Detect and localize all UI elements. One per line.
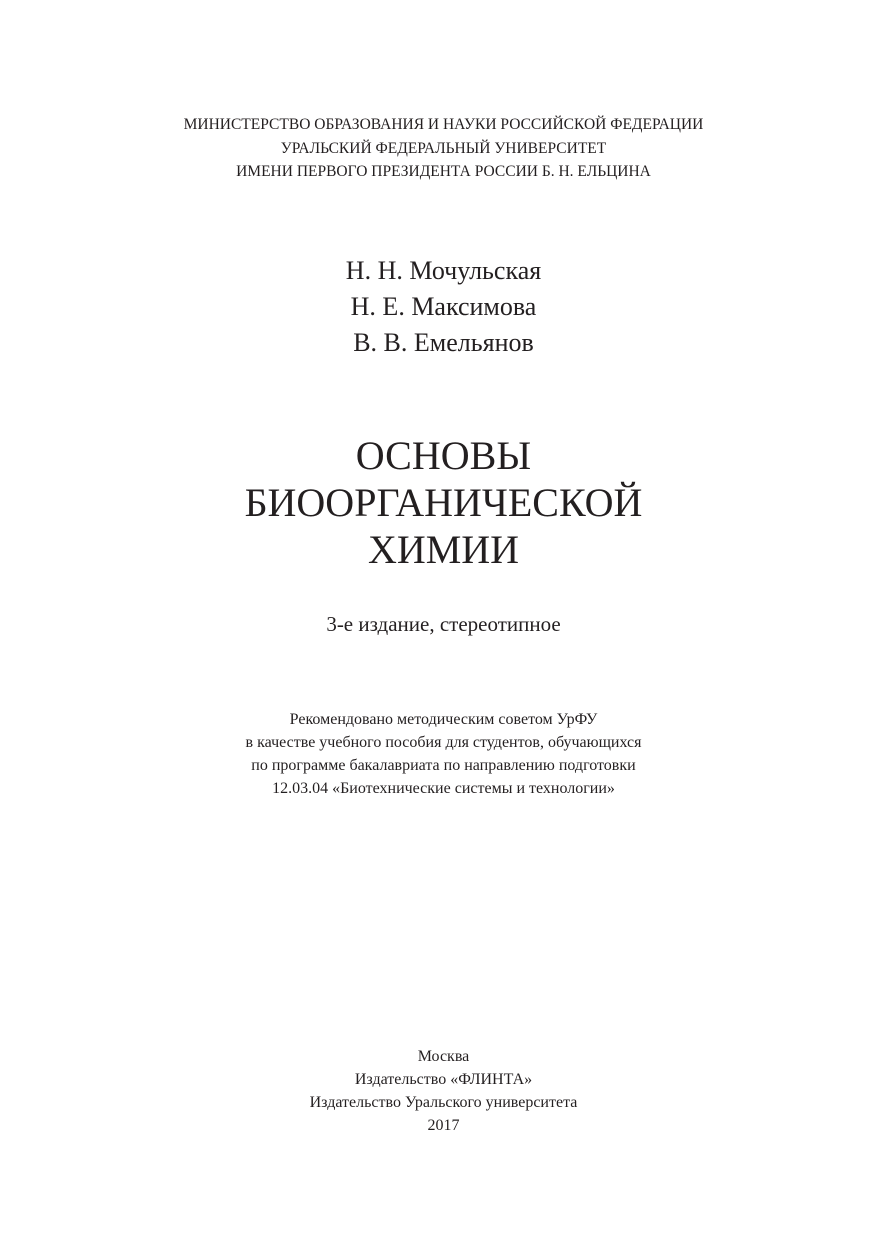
publisher-imprint	[6, 1045, 875, 1137]
named-after-line: ИМЕНИ ПЕРВОГО ПРЕЗИДЕНТА РОССИИ Б. Н. ЕЛЬЦИНА	[236, 163, 651, 180]
imprint-publisher: Издательство Уральского университета	[309, 1094, 578, 1111]
title-line: ХИМИИ	[367, 527, 520, 572]
recommendation-note	[6, 708, 875, 800]
author-name: Н. Е. Максимова	[350, 292, 537, 321]
edition-line: 3-е издание, стереотипное	[326, 612, 561, 636]
recommendation-line: Рекомендовано методическим советом УрФУ	[289, 711, 598, 728]
edition-note	[6, 610, 875, 638]
recommendation-line: по программе бакалавриата по направлению подготовки	[251, 757, 636, 774]
book-title	[6, 432, 875, 573]
title-line: ОСНОВЫ	[355, 433, 532, 478]
institution-header	[6, 113, 875, 184]
ministry-line: МИНИСТЕРСТВО ОБРАЗОВАНИЯ И НАУКИ РОССИЙСКОЙ ФЕДЕРАЦИИ	[183, 116, 704, 133]
imprint-year: 2017	[427, 1117, 460, 1134]
title-line: БИООРГАНИЧЕСКОЙ	[244, 480, 643, 525]
university-line: УРАЛЬСКИЙ ФЕДЕРАЛЬНЫЙ УНИВЕРСИТЕТ	[280, 139, 607, 157]
recommendation-line: 12.03.04 «Биотехнические системы и технологии»	[272, 780, 615, 797]
authors-list	[6, 253, 875, 361]
recommendation-line: в качестве учебного пособия для студентов, обучающихся	[245, 734, 642, 751]
imprint-city: Москва	[417, 1048, 470, 1065]
author-name: В. В. Емельянов	[353, 328, 534, 357]
imprint-publisher: Издательство «ФЛИНТА»	[354, 1071, 533, 1088]
author-name: Н. Н. Мочульская	[345, 256, 542, 285]
